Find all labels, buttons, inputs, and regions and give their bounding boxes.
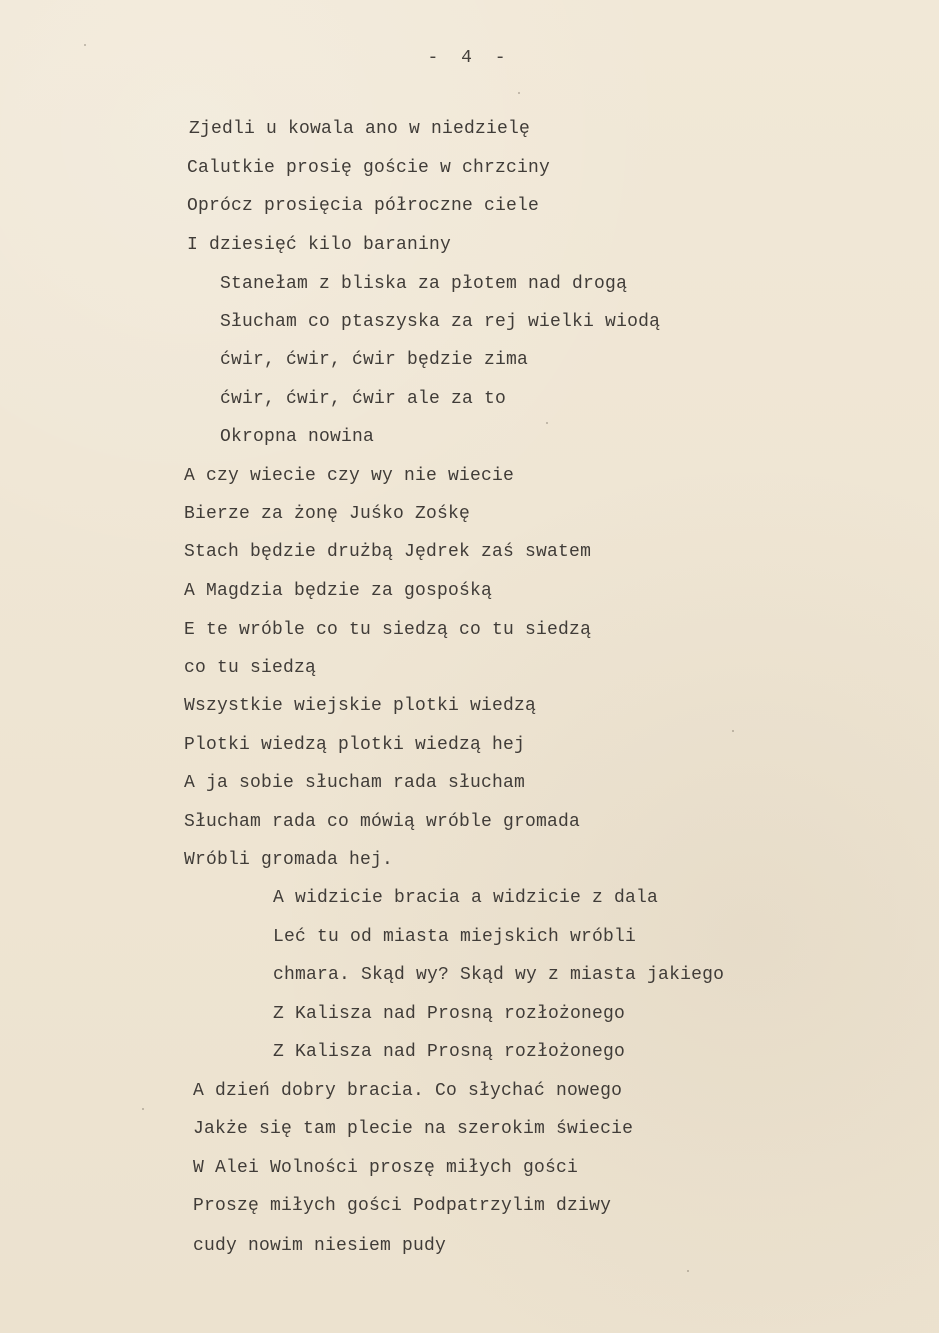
- text-line-30: cudy nowim niesiem pudy: [193, 1236, 447, 1256]
- text-line-20: Wróbli gromada hej.: [184, 850, 394, 870]
- text-line-14: E te wróble co tu siedzą co tu siedzą: [184, 620, 592, 640]
- text-line-15: co tu siedzą: [184, 658, 317, 678]
- text-line-16: Wszystkie wiejskie plotki wiedzą: [184, 696, 537, 716]
- paper-speck: [84, 44, 86, 46]
- paper-speck: [142, 1108, 144, 1110]
- text-line-08: ćwir, ćwir, ćwir ale za to: [220, 389, 507, 409]
- text-line-02: Calutkie prosię goście w chrzciny: [187, 158, 551, 178]
- text-line-09: Okropna nowina: [220, 427, 375, 447]
- paper-speck: [546, 422, 548, 424]
- text-line-17: Plotki wiedzą plotki wiedzą hej: [184, 735, 526, 755]
- text-line-01: Zjedli u kowala ano w niedzielę: [189, 119, 531, 139]
- text-line-29: Proszę miłych gości Podpatrzylim dziwy: [193, 1196, 612, 1216]
- text-line-27: Jakże się tam plecie na szerokim świecie: [193, 1119, 634, 1139]
- text-line-04: I dziesięć kilo baraniny: [187, 235, 452, 255]
- text-line-25: Z Kalisza nad Prosną rozłożonego: [273, 1042, 626, 1062]
- paper-speck: [687, 1270, 689, 1272]
- paper-speck: [732, 730, 734, 732]
- text-line-10: A czy wiecie czy wy nie wiecie: [184, 466, 515, 486]
- text-line-11: Bierze za żonę Juśko Zośkę: [184, 504, 471, 524]
- text-line-18: A ja sobie słucham rada słucham: [184, 773, 526, 793]
- text-line-21: A widzicie bracia a widzicie z dala: [273, 888, 659, 908]
- text-line-22: Leć tu od miasta miejskich wróbli: [273, 927, 637, 947]
- text-line-19: Słucham rada co mówią wróble gromada: [184, 812, 581, 832]
- text-line-03: Oprócz prosięcia półroczne ciele: [187, 196, 540, 216]
- page-number: - 4 -: [427, 48, 512, 68]
- text-line-07: ćwir, ćwir, ćwir będzie zima: [220, 350, 529, 370]
- text-line-12: Stach będzie drużbą Jędrek zaś swatem: [184, 542, 592, 562]
- text-line-23: chmara. Skąd wy? Skąd wy z miasta jakiego: [273, 965, 725, 985]
- text-line-24: Z Kalisza nad Prosną rozłożonego: [273, 1004, 626, 1024]
- text-line-26: A dzień dobry bracia. Co słychać nowego: [193, 1081, 623, 1101]
- text-line-28: W Alei Wolności proszę miłych gości: [193, 1158, 579, 1178]
- paper-speck: [518, 92, 520, 94]
- text-line-06: Słucham co ptaszyska za rej wielki wiodą: [220, 312, 661, 332]
- text-line-13: A Magdzia będzie za gospośką: [184, 581, 493, 601]
- text-line-05: Stanełam z bliska za płotem nad drogą: [220, 274, 628, 294]
